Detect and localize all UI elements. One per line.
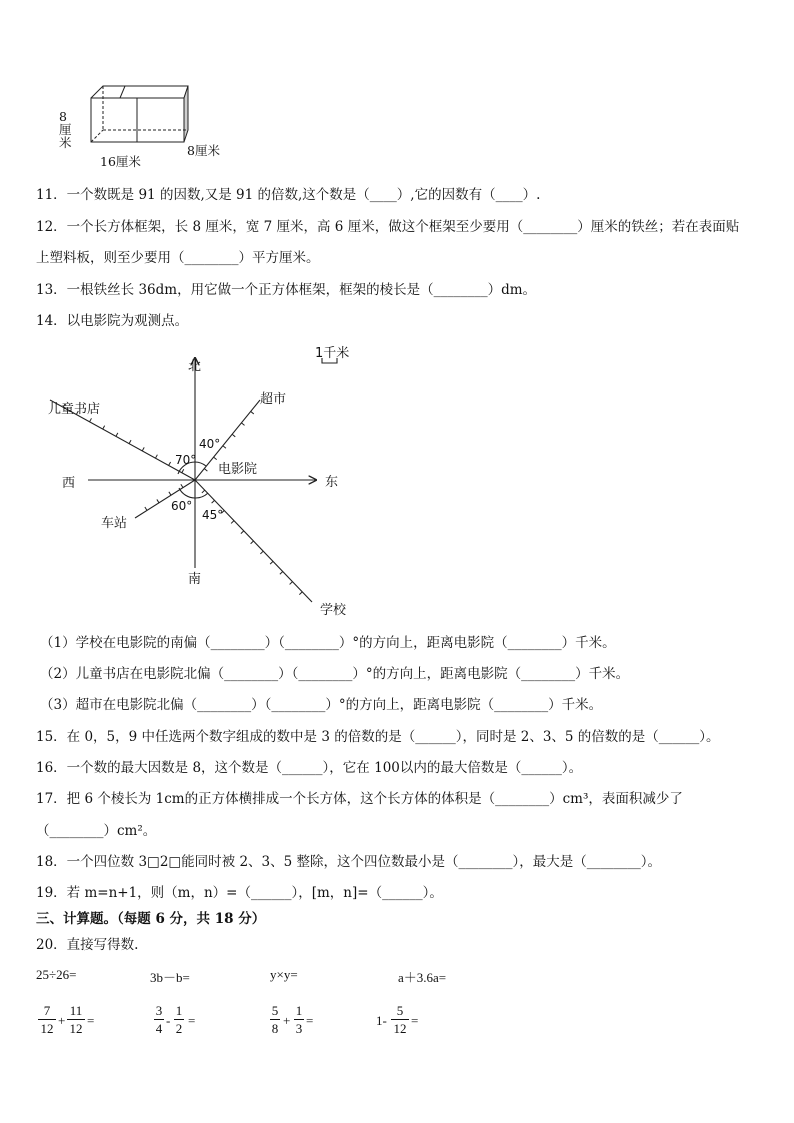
label-west: 西 [62, 476, 76, 491]
angle-45: 45° [202, 508, 224, 522]
question-12-line1: 12．一个长方体框架，长 8 厘米，宽 7 厘米，高 6 厘米，做这个框架至少要用（________）厘米的铁丝；若在表面贴 [36, 219, 740, 235]
ticks-school [280, 572, 283, 575]
cuboid-height-label: 8 厘 米 [59, 109, 72, 150]
ticks-bookstore [169, 462, 171, 466]
cuboid-length-label: 16厘米 [100, 154, 141, 169]
angle-60: 60° [171, 499, 193, 513]
arc-40 [195, 462, 206, 466]
ticks-school [212, 500, 215, 503]
calc-3: y×y= [270, 967, 298, 982]
ticks-supermarket [251, 411, 254, 414]
label-cinema: 电影院 [218, 462, 258, 477]
question-17-line2: （________）cm²。 [36, 823, 157, 839]
label-north: 北 [188, 359, 202, 374]
question-14: 14．以电影院为观测点。 [36, 313, 189, 329]
arc-45 [195, 493, 208, 498]
label-bookstore: 儿童书店 [48, 402, 101, 417]
question-17-line1: 17．把 6 个棱长为 1cm的正方体横排成一个长方体，这个长方体的体积是（________）cm³，表面积减少了 [36, 791, 683, 807]
ticks-school [202, 490, 205, 493]
label-supermarket: 超市 [260, 392, 287, 407]
ticks-school [260, 551, 263, 554]
question-13: 13．一根铁丝长 36dm，用它做一个正方体框架，框架的棱长是（________）dm。 [36, 282, 537, 298]
ticks-school [251, 541, 254, 544]
calc-2: 3b－b= [150, 970, 190, 985]
question-19: 19．若 m=n+1，则（m，n）=（______），[m，n]=（______）。 [36, 885, 443, 901]
ticks-school [299, 592, 302, 595]
ticks-station [169, 492, 171, 495]
ticks-school [270, 561, 273, 564]
ticks-station [145, 507, 147, 510]
question-14-1: （1）学校在电影院的南偏（________）（________）°的方向上，距离电影院（________）千米。 [40, 635, 616, 651]
label-scale: 1千米 [315, 346, 350, 361]
angle-70: 70° [175, 453, 197, 467]
ticks-school [241, 531, 244, 534]
question-12-line2: 上塑料板，则至少要用（________）平方厘米。 [36, 250, 320, 266]
ticks-bookstore [116, 433, 118, 437]
ticks-bookstore [90, 418, 92, 422]
ticks-supermarket [214, 457, 217, 460]
question-14-3: （3）超市在电影院北偏（________）（________）°的方向上，距离电影院（________）千米。 [40, 697, 603, 713]
cuboid-width-label: 8厘米 [187, 143, 220, 158]
question-20: 20．直接写得数. [36, 937, 139, 953]
ticks-bookstore [103, 426, 105, 430]
ticks-supermarket [204, 469, 207, 472]
ticks-supermarket [241, 423, 244, 426]
calc-4: a＋3.6a= [398, 970, 447, 985]
question-18: 18．一个四位数 3□2□能同时被 2、3、5 整除，这个四位数最小是（________），最大是（________）。 [36, 854, 662, 870]
ticks-supermarket [232, 434, 235, 437]
question-15: 15．在 0，5，9 中任选两个数字组成的数中是 3 的倍数的是（______），同时是 2、3、5 的倍数的是（______）。 [36, 729, 720, 745]
ticks-supermarket [223, 446, 226, 449]
label-school: 学校 [320, 603, 347, 618]
ticks-school [231, 521, 234, 524]
question-11: 11．一个数既是 91 的因数,又是 91 的倍数,这个数是（____）,它的因数有（____）. [36, 187, 541, 203]
calc-1: 25÷26= [36, 967, 77, 982]
direction-map [40, 340, 360, 620]
question-16: 16．一个数的最大因数是 8，这个数是（______），它在 100以内的最大倍数是（______）。 [36, 760, 583, 776]
ticks-station [181, 484, 183, 487]
section-3-heading: 三、计算题。（每题 6 分，共 18 分） [36, 911, 266, 927]
label-station: 车站 [101, 516, 128, 531]
ticks-bookstore [129, 440, 131, 444]
label-east: 东 [325, 475, 339, 490]
ticks-bookstore [142, 447, 144, 451]
label-south: 南 [188, 572, 202, 587]
ticks-bookstore [155, 455, 157, 459]
arc-60 [179, 488, 195, 498]
question-14-2: （2）儿童书店在电影院北偏（________）（________）°的方向上，距离电影院（________）千米。 [40, 666, 630, 682]
angle-40: 40° [199, 437, 221, 451]
ticks-station [157, 499, 159, 502]
ticks-bookstore [182, 469, 184, 473]
ticks-school [290, 582, 293, 585]
